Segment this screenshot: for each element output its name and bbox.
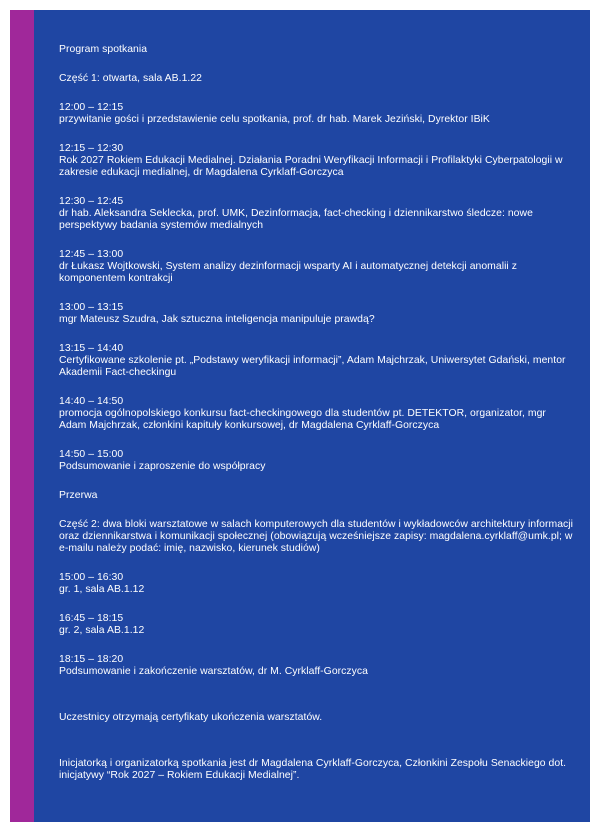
agenda-time: 13:15 – 14:40 [59, 343, 124, 354]
workshop-item [59, 654, 575, 678]
break-label: Przerwa [59, 490, 98, 501]
agenda-item [59, 102, 575, 126]
agenda-time: 14:50 – 15:00 [59, 449, 124, 460]
agenda-text: dr Łukasz Wojtkowski, System analizy dezinformacji wsparty AI i automatycznej detekcji anomalii z komponentem kontrakcji [59, 261, 517, 284]
agenda-item [59, 249, 575, 285]
agenda-item [59, 449, 575, 473]
agenda-text: mgr Mateusz Szudra, Jak sztuczna inteligencja manipuluje prawdą? [59, 314, 375, 325]
workshop-time: 15:00 – 16:30 [59, 572, 124, 583]
agenda-text: promocja ogólnopolskiego konkursu fact-checkingowego dla studentów pt. DETEKTOR, organizator, mgr Adam Majchrzak, członkini kapituły konkursowej, dr Magdalena Cyrklaff-Gorczyca [59, 408, 546, 431]
agenda-text: dr hab. Aleksandra Seklecka, prof. UMK, Dezinformacja, fact-checking i dziennikarstwo śledcze: nowe perspektywy badania systemów medialnych [59, 208, 533, 231]
workshop-text: gr. 2, sala AB.1.12 [59, 625, 145, 636]
accent-stripe [10, 10, 34, 822]
workshop-item [59, 613, 575, 637]
workshop-time: 18:15 – 18:20 [59, 654, 124, 665]
organizer-note: Inicjatorką i organizatorką spotkania jest dr Magdalena Cyrklaff-Gorczyca, Członkini Zespołu Senackiego dot. inicjatywy “Rok 2027 – Rokiem Edukacji Medialnej”. [59, 758, 567, 781]
agenda-time: 12:15 – 12:30 [59, 143, 124, 154]
agenda-time: 12:00 – 12:15 [59, 102, 124, 113]
agenda-item [59, 196, 575, 232]
program-content [59, 44, 575, 799]
workshop-text: Podsumowanie i zakończenie warsztatów, dr M. Cyrklaff-Gorczyca [59, 666, 368, 677]
workshop-text: gr. 1, sala AB.1.12 [59, 584, 145, 595]
part2-description: Część 2: dwa bloki warsztatowe w salach komputerowych dla studentów i wykładowców architektury informacji oraz dziennikarstwa i komunikacji społecznej (obowiązują wcześniejsze zapisy: magdalena.cyrklaff@umk.pl; w e-mailu należy podać: imię, nazwisko, kierunek studiów) [59, 519, 574, 554]
agenda-text: Podsumowanie i zaproszenie do współpracy [59, 461, 266, 472]
agenda-item [59, 396, 575, 432]
program-title: Program spotkania [59, 44, 148, 55]
agenda-text: Certyfikowane szkolenie pt. „Podstawy weryfikacji informacji”, Adam Majchrzak, Uniwersytet Gdański, mentor Akademii Fact-checkingu [59, 355, 566, 378]
agenda-time: 14:40 – 14:50 [59, 396, 124, 407]
workshop-item [59, 572, 575, 596]
agenda-time: 12:45 – 13:00 [59, 249, 124, 260]
certificate-note: Uczestnicy otrzymają certyfikaty ukończenia warsztatów. [59, 712, 323, 723]
flyer-page [10, 10, 590, 822]
agenda-item [59, 302, 575, 326]
workshop-time: 16:45 – 18:15 [59, 613, 124, 624]
agenda-text: przywitanie gości i przedstawienie celu spotkania, prof. dr hab. Marek Jeziński, Dyrektor IBiK [59, 114, 490, 125]
part1-heading: Część 1: otwarta, sala AB.1.22 [59, 73, 203, 84]
agenda-time: 12:30 – 12:45 [59, 196, 124, 207]
agenda-text: Rok 2027 Rokiem Edukacji Medialnej. Działania Poradni Weryfikacji Informacji i Profilaktyki Cyberpatologii w zakresie edukacji medialnej, dr Magdalena Cyrklaff-Gorczyca [59, 155, 563, 178]
agenda-item [59, 143, 575, 179]
agenda-item [59, 343, 575, 379]
agenda-time: 13:00 – 13:15 [59, 302, 124, 313]
